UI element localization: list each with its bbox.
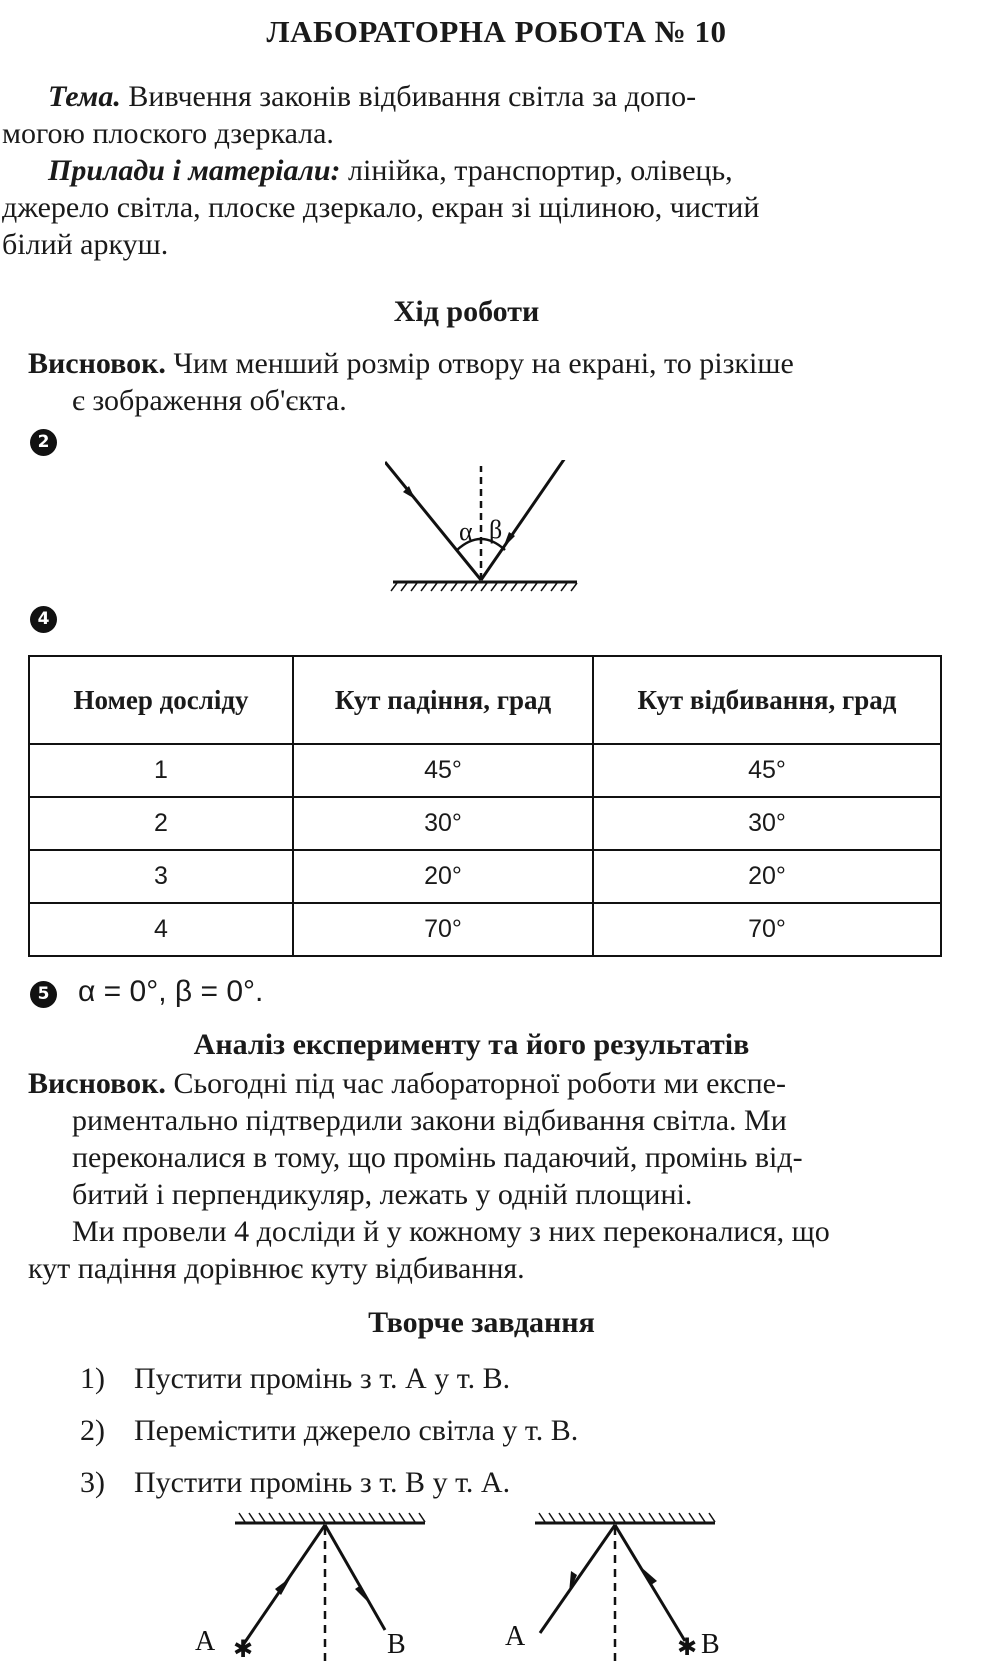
cell-reflection: 20° (593, 850, 941, 903)
header-experiment-number: Номер досліду (29, 656, 293, 744)
ray-b-to-a-diagram (505, 1505, 755, 1665)
page-title: ЛАБОРАТОРНА РОБОТА № 10 (266, 14, 727, 49)
reflected-ray (540, 1525, 615, 1633)
task-number: 1) (80, 1362, 105, 1395)
item-marker-4: 4 (30, 606, 57, 633)
theme-label: Тема. (48, 80, 121, 113)
theme-line-2: могою плоского дзеркала. (2, 117, 334, 150)
materials-label: Прилади і матеріали: (48, 154, 341, 187)
materials-line-3: білий аркуш. (2, 228, 169, 261)
materials-line-2: джерело світла, плоске дзеркало, екран зі щілиною, чистий (2, 191, 760, 224)
conclusion2-line-4: битий і перпендикуляр, лежать у одній площині. (72, 1178, 693, 1211)
creative-heading: Творче завдання (368, 1306, 595, 1339)
cell-incidence: 45° (293, 744, 593, 797)
reflection-diagram (385, 460, 585, 595)
cell-number: 2 (29, 797, 293, 850)
light-source-icon: ✱ (677, 1633, 698, 1661)
table-row (29, 850, 941, 903)
cell-reflection: 30° (593, 797, 941, 850)
header-reflection-angle: Кут відбивання, град (593, 656, 941, 744)
task-number: 2) (80, 1414, 105, 1447)
ray-a-to-b-diagram (195, 1505, 445, 1665)
light-source-icon: ✱ (233, 1635, 254, 1663)
reflected-arrow-icon (355, 1585, 369, 1603)
table-row (29, 903, 941, 956)
conclusion2-text-1: Сьогодні під час лабораторної роботи ми експе- (173, 1067, 786, 1100)
conclusion2-line-3: переконалися в тому, що промінь падаючий, промінь від- (72, 1141, 803, 1174)
task-text: Перемістити джерело світла у т. В. (134, 1414, 579, 1447)
cell-reflection: 70° (593, 903, 941, 956)
conclusion1-line-1 (28, 345, 968, 382)
materials-line-1 (48, 152, 988, 189)
conclusion2-line-6: кут падіння дорівнює куту відбивання. (28, 1252, 525, 1285)
task-text: Пустити промінь з т. А у т. В. (134, 1362, 511, 1395)
theme-text-1: Вивчення законів відбивання світла за допо- (128, 80, 697, 113)
materials-text-1: лінійка, транспортир, олівець, (348, 154, 733, 187)
point-a-label: A (505, 1621, 526, 1652)
item5-text: α = 0°, β = 0°. (78, 975, 264, 1008)
conclusion2-line-2: риментально підтвердили закони відбивання світла. Ми (72, 1104, 787, 1137)
mirror-hatching (391, 583, 577, 591)
cell-number: 4 (29, 903, 293, 956)
conclusion1-line-2: є зображення об'єкта. (72, 384, 347, 417)
conclusion2-line-1 (28, 1065, 968, 1102)
table-row (29, 744, 941, 797)
task-item-1 (80, 1362, 510, 1396)
conclusion1-text-1: Чим менший розмір отвору на екрані, то різкіше (173, 347, 794, 380)
progress-heading: Хід роботи (393, 295, 540, 328)
table-row (29, 797, 941, 850)
task-item-3 (80, 1466, 510, 1500)
table-header-row (29, 656, 941, 744)
item-marker-5: 5 (30, 981, 57, 1008)
point-a-label: A (195, 1626, 216, 1657)
mirror-hatching (239, 1513, 425, 1522)
cell-reflection: 45° (593, 744, 941, 797)
task-number: 3) (80, 1466, 105, 1499)
analysis-heading: Аналіз експерименту та його результатів (193, 1028, 750, 1061)
cell-number: 3 (29, 850, 293, 903)
header-incidence-angle: Кут падіння, град (293, 656, 593, 744)
point-b-label: B (387, 1629, 406, 1660)
task-text: Пустити промінь з т. В у т. А. (134, 1466, 511, 1499)
mirror-hatching (539, 1513, 715, 1522)
item-marker-2: 2 (30, 429, 57, 456)
alpha-label: α (459, 517, 473, 546)
cell-incidence: 70° (293, 903, 593, 956)
conclusion2-label: Висновок. (28, 1067, 166, 1100)
cell-incidence: 30° (293, 797, 593, 850)
task-item-2 (80, 1414, 578, 1448)
cell-incidence: 20° (293, 850, 593, 903)
theme-line-1 (48, 78, 988, 115)
cell-number: 1 (29, 744, 293, 797)
conclusion2-line-5: Ми провели 4 досліди й у кожному з них переконалися, що (72, 1215, 830, 1248)
point-b-label: B (701, 1629, 720, 1660)
beta-label: β (489, 515, 503, 544)
conclusion1-label: Висновок. (28, 347, 166, 380)
reflected-ray (325, 1525, 385, 1630)
results-table (28, 655, 942, 957)
